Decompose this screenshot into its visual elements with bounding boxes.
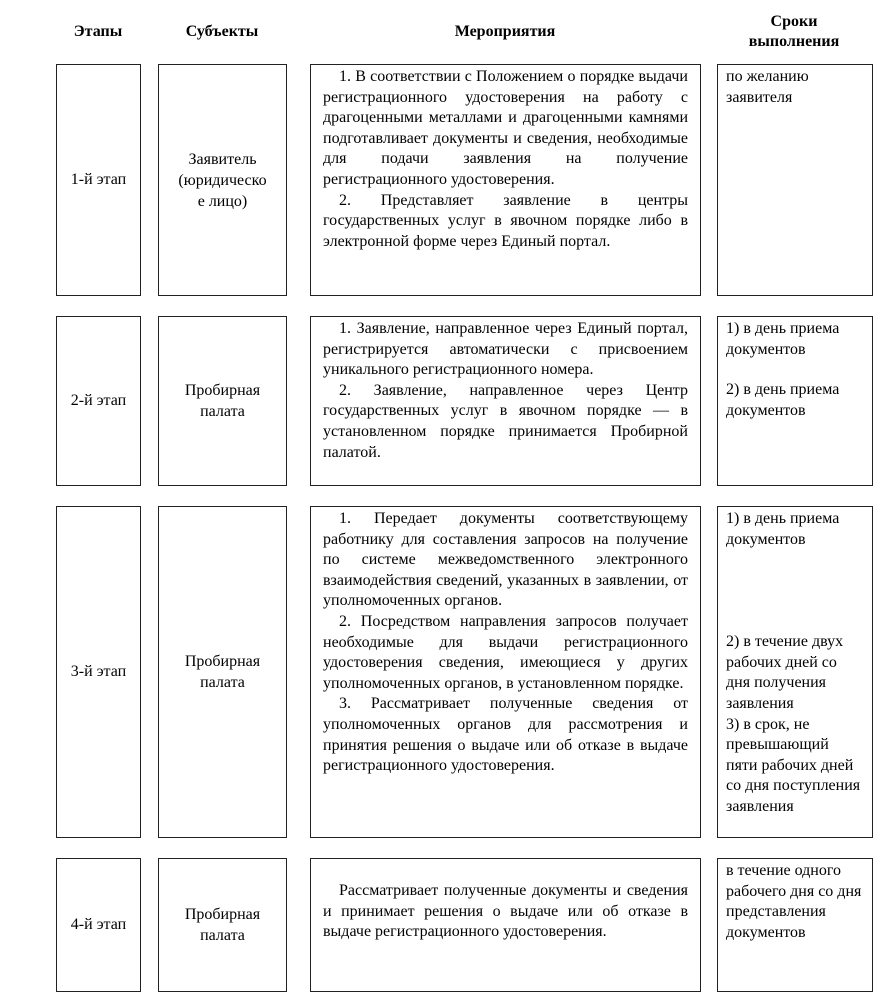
row3-terms xyxy=(717,506,873,838)
row1-subject-line2: (юридическо xyxy=(178,171,267,189)
row2-subject-line1: Пробирная xyxy=(184,382,261,399)
row4-subject-line1: Пробирная xyxy=(184,906,261,923)
row2-term-2: 2) в день приема документов xyxy=(726,381,840,419)
row2-terms xyxy=(717,316,873,486)
row3-subject-line1: Пробирная xyxy=(184,653,261,670)
row4-action-1: Рассматривает полученные документы и сведения и принимает решения о выдаче или об отказе в выдаче регистрационного удостоверения. xyxy=(323,882,688,941)
row2-subject-line2: палата xyxy=(200,403,245,420)
row3-subject-line2: палата xyxy=(200,674,245,691)
row1-actions xyxy=(310,64,701,296)
header-terms xyxy=(716,12,872,52)
row3-action-1: 1. Передает документы соответствующему работнику для составления запросов на получение по системе межведомственного электронного взаимодействия сведений, указанных в заявлении, от уполномоченных органов. xyxy=(323,510,688,610)
row1-stage-label: 1-й этап xyxy=(70,171,127,188)
row4-terms xyxy=(717,858,873,992)
row1-action-1: 1. В соответствии с Положением о порядке выдачи регистрационного удостоверения на работу с драгоценными металлами и драгоценными камнями подготавливает документы и сведения, необходимые для подачи заявления на получение регистрационного удостоверения. xyxy=(323,68,688,188)
row3-stage-label: 3-й этап xyxy=(70,663,127,680)
row3-action-3: 3. Рассматривает полученные сведения от уполномоченных органов для рассмотрения и принятия решения о выдаче или об отказе в выдаче регистрационного удостоверения. xyxy=(323,695,688,775)
row3-subject xyxy=(158,506,287,838)
row1-terms xyxy=(717,64,873,296)
row2-stage-label: 2-й этап xyxy=(70,392,127,409)
row4-stage xyxy=(56,858,141,992)
row4-actions xyxy=(310,858,701,992)
row4-stage-label: 4-й этап xyxy=(70,916,127,933)
row1-action-2: 2. Представляет заявление в центры государственных услуг в явочном порядке либо в электронной форме через Единый портал. xyxy=(323,191,688,250)
header-actions: Мероприятия xyxy=(454,23,556,40)
row3-term-2: 2) в течение двух рабочих дней со дня получения заявления xyxy=(726,633,844,712)
row2-subject xyxy=(158,316,287,486)
row4-term-1: в течение одного рабочего дня со дня представления документов xyxy=(726,862,862,941)
row3-actions xyxy=(310,506,701,838)
header-terms-line1: Сроки xyxy=(770,13,818,30)
header-subjects: Субъекты xyxy=(185,23,259,40)
row2-term-1: 1) в день приема документов xyxy=(726,320,840,358)
row3-stage xyxy=(56,506,141,838)
row3-action-2: 2. Посредством направления запросов получает необходимые для выдачи регистрационного удостоверения сведения, имеющиеся у других уполномоченных органов, в установленном порядке. xyxy=(323,612,688,692)
row3-term-3: 3) в срок, не превышающий пяти рабочих дней со дня поступления заявления xyxy=(726,715,861,815)
header-stages: Этапы xyxy=(73,23,123,40)
row4-subject-line2: палата xyxy=(200,927,245,944)
row1-stage xyxy=(56,64,141,296)
row3-term-1: 1) в день приема документов xyxy=(726,510,840,548)
row1-subject-line3: е лицо) xyxy=(197,192,248,210)
row1-subject xyxy=(158,64,287,296)
row2-actions xyxy=(310,316,701,486)
row2-stage xyxy=(56,316,141,486)
row1-term-1: по желанию заявителя xyxy=(726,68,809,106)
row2-action-1: 1. Заявление, направленное через Единый портал, регистрируется автоматически с присвоением уникального регистрационного номера. xyxy=(323,320,688,379)
row4-subject xyxy=(158,858,287,992)
row1-subject-line1: Заявитель xyxy=(188,150,257,168)
row2-action-2: 2. Заявление, направленное через Центр государственных услуг в явочном порядке — в установленном порядке принимается Пробирной палатой. xyxy=(323,381,688,461)
header-terms-line2: выполнения xyxy=(748,33,840,50)
